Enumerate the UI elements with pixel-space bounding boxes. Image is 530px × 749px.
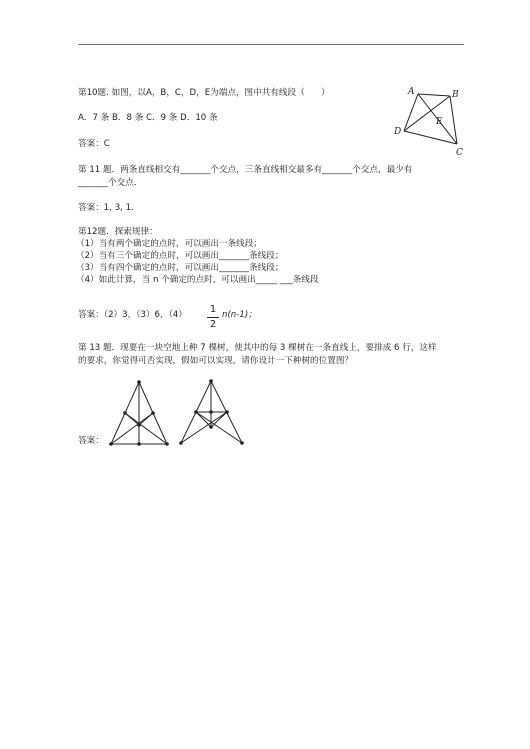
q10-options: A．7 条 B．8 条 C．9 条 D．10 条 — [78, 113, 218, 123]
q13-line2: 的要求，你觉得可否实现，假如可以实现，请你设计一下种树的位置图？ — [78, 356, 354, 366]
q11-line1: 第 11 题．两条直线相交有_______个交点，三条直线相交最多有_______个交点，最少有 — [78, 165, 413, 175]
q12-title: 第12题．探索规律： — [78, 227, 158, 237]
q11-answer: 答案：1, 3, 1． — [78, 203, 140, 213]
segment-ab — [418, 94, 450, 96]
tree-point — [194, 410, 198, 414]
q12-item-3: （3）当有四个确定的点时，可以画出_______条线段； — [76, 263, 284, 273]
tree-figure-2 — [178, 376, 248, 448]
q12-item-2: （2）当有三个确定的点时，可以画出_______条线段； — [76, 251, 284, 261]
tree-point — [151, 411, 155, 415]
q10-figure — [390, 84, 470, 156]
tree-point — [137, 442, 141, 446]
frac-numerator: 1 — [209, 304, 217, 315]
q10-question: 第10题. 如图，以A，B，C，D，E为端点，图中共有线段（ ） — [78, 88, 330, 98]
header-rule — [78, 44, 464, 45]
q12-answer-suffix: n(n-1)； — [222, 310, 257, 320]
tree-point — [179, 441, 183, 445]
frac-denominator: 2 — [209, 319, 217, 330]
tree-point — [137, 380, 141, 384]
tree-figure-1 — [106, 376, 172, 448]
tree-point — [240, 441, 244, 445]
q13-answer: 答案： — [78, 436, 104, 446]
label-e: E — [436, 117, 443, 127]
tree-point — [109, 442, 113, 446]
tree-point — [137, 423, 141, 427]
tree-point — [209, 425, 213, 429]
q12-item-1: （1）当有两个确定的点时，可以画出一条线段； — [76, 239, 262, 249]
label-b: B — [452, 90, 459, 100]
q12-fraction — [207, 304, 219, 330]
q12-item-4: （4）如此计算，当 n 个确定的点时，可以画出_____ ___条线段 — [76, 275, 319, 285]
q12-answer-prefix: 答案：（2）3，（3）6，（4） — [78, 310, 187, 320]
tree-point — [165, 442, 169, 446]
q10-answer: 答案：C — [78, 139, 110, 149]
q13-line1: 第 13 题．现要在一块空地上种 7 棵树，使其中的每 3 棵树在一条直线上，要排成 6 行，这样 — [78, 343, 437, 353]
frac-bar — [207, 317, 219, 318]
label-c: C — [456, 148, 463, 158]
tree-point — [123, 411, 127, 415]
tree-point — [209, 410, 213, 414]
segment-dc — [404, 131, 457, 144]
tree-point — [209, 379, 213, 383]
label-d: D — [394, 127, 402, 137]
label-a: A — [408, 87, 415, 97]
q11-line2: _______个交点． — [78, 178, 143, 188]
tree-point — [225, 410, 229, 414]
